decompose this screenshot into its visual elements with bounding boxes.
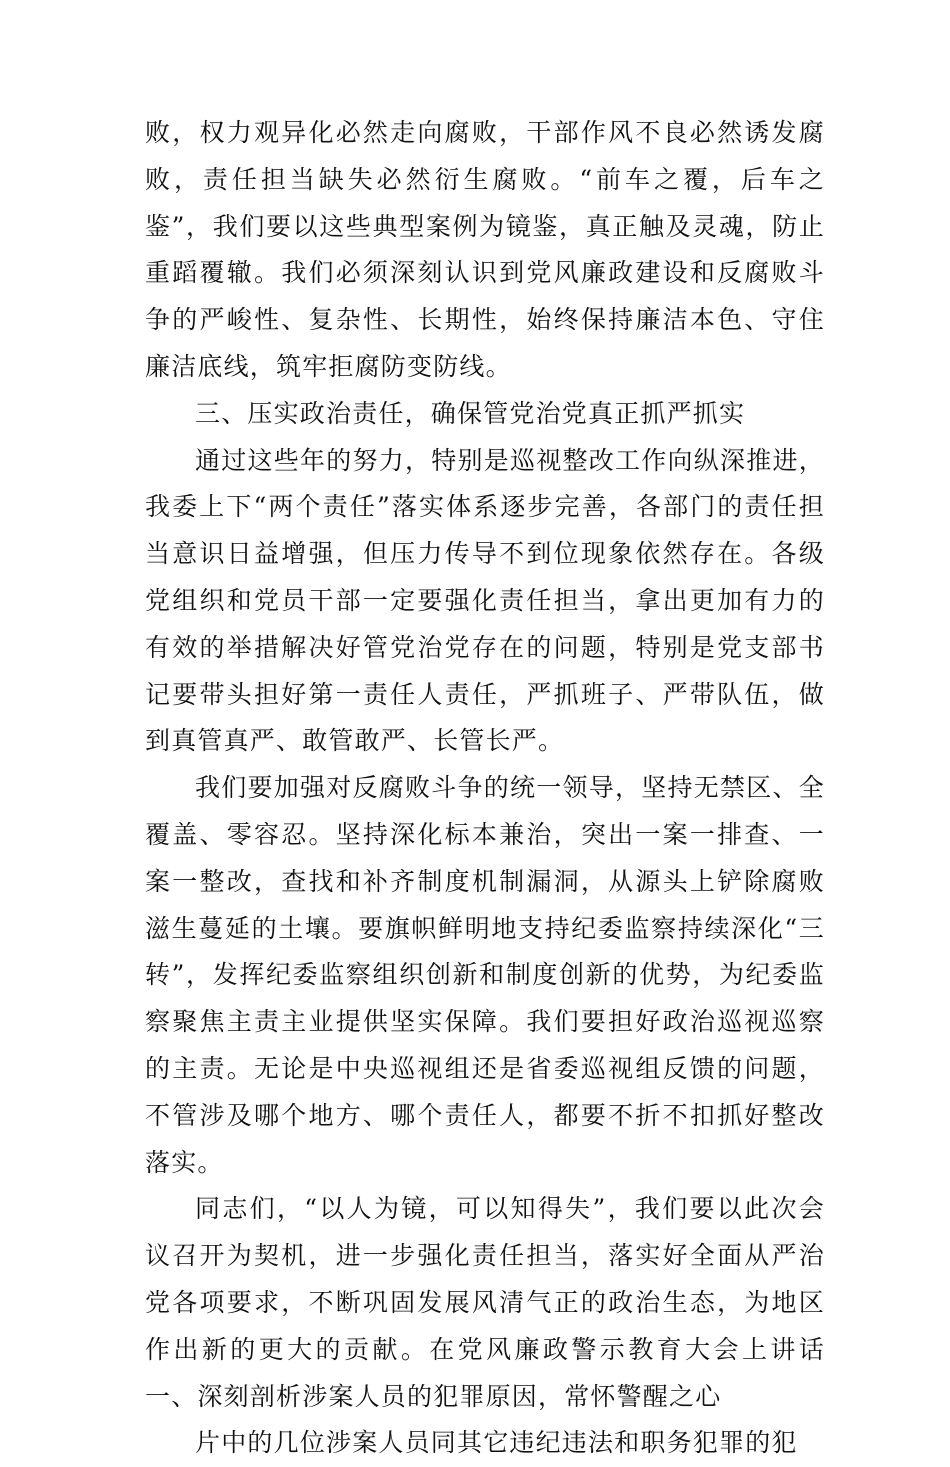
section-heading: 三、压实政治责任，确保管党治党真正抓严抓实	[195, 398, 746, 428]
document-body	[145, 110, 825, 1467]
paragraph: 通过这些年的努力，特别是巡视整改工作向纵深推进，我委上下“两个责任”落实体系逐步完善，各部门的责任担当意识日益增强，但压力传导不到位现象依然存在。各级党组织和党员干部一定要强化责任担当，拿出更加有力的有效的举措解决好管党治党存在的问题，特别是党支部书记要带头担好第一责任人责任，严抓班子、严带队伍，做到真管真严、敢管敢严、长管长严。	[145, 445, 825, 756]
paragraph-continuation: 败，权力观异化必然走向腐败，干部作风不良必然诱发腐败，责任担当缺失必然衍生腐败。“前车之覆，后车之鉴”，我们要以这些典型案例为镜鉴，真正触及灵魂，防止重蹈覆辙。我们必须深刻认识到党风廉政建设和反腐败斗争的严峻性、复杂性、长期性，始终保持廉洁本色、守住廉洁底线，筑牢拒腐防变防线。	[145, 118, 825, 381]
paragraph: 片中的几位涉案人员同其它违纪违法和职务犯罪的犯	[195, 1428, 798, 1458]
paragraph: 同志们，“以人为镜，可以知得失”，我们要以此次会议召开为契机，进一步强化责任担当，落实好全面从严治党各项要求，不断巩固发展风清气正的政治生态，为地区作出新的更大的贡献。在党风廉政警示教育大会上讲话一、深刻剖析涉案人员的犯罪原因，常怀警醒之心	[145, 1194, 825, 1411]
paragraph: 我们要加强对反腐败斗争的统一领导，坚持无禁区、全覆盖、零容忍。坚持深化标本兼治，突出一案一排查、一案一整改，查找和补齐制度机制漏洞，从源头上铲除腐败滋生蔓延的土壤。要旗帜鲜明地支持纪委监察持续深化“三转”，发挥纪委监察组织创新和制度创新的优势，为纪委监察聚焦主责主业提供坚实保障。我们要担好政治巡视巡察的主责。无论是中央巡视组还是省委巡视组反馈的问题，不管涉及哪个地方、哪个责任人，都要不折不扣抓好整改落实。	[145, 773, 825, 1177]
